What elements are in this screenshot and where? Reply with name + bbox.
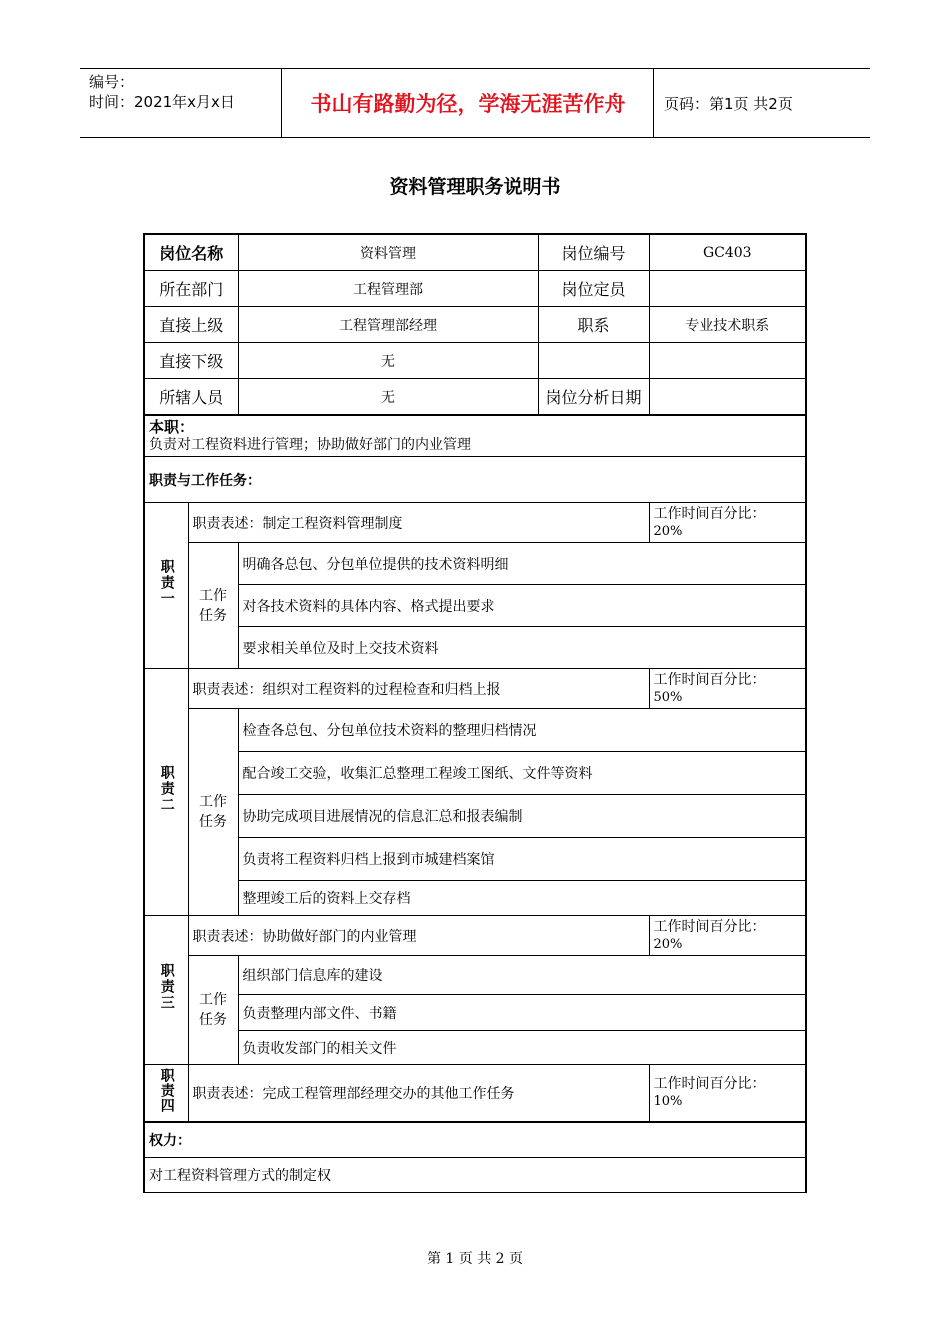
duty-4-desc-row	[144, 1065, 806, 1123]
duty-1-desc-row	[144, 503, 806, 543]
code-label: 编号：	[89, 73, 135, 91]
page-header	[80, 68, 870, 138]
info-row-subordinate	[144, 343, 806, 379]
pct-label: 工作时间百分比：	[653, 1076, 766, 1092]
duty-1-pct-cell	[649, 503, 806, 543]
duty-3-task-row	[144, 956, 806, 995]
duty-head-text: 职责一	[158, 558, 175, 607]
staff-label: 所辖人员	[144, 379, 238, 416]
analysis-date-label: 岗位分析日期	[538, 379, 649, 416]
page-info: 页码：第1页 共2页	[664, 94, 793, 113]
empty-cell	[649, 343, 806, 379]
duty-2-task-row	[144, 709, 806, 752]
authority-row	[144, 1158, 806, 1193]
responsibilities-header-row	[144, 457, 806, 503]
duty-summary-label: 本职：	[149, 418, 195, 436]
duty-1-task-2: 对各技术资料的具体内容、格式提出要求	[238, 585, 806, 627]
duty-1-task-row	[144, 543, 806, 585]
duty-summary-text: 负责对工程资料进行管理；协助做好部门的内业管理	[149, 437, 471, 453]
duty-3-task-1: 组织部门信息库的建设	[238, 956, 806, 995]
duty-1-task-1: 明确各总包、分包单位提供的技术资料明细	[238, 543, 806, 585]
document-title: 资料管理职务说明书	[389, 176, 561, 198]
task-label: 工作任务	[199, 794, 227, 830]
authority-text: 对工程资料管理方式的制定权	[144, 1158, 806, 1193]
duty-1-pct: 20%	[653, 523, 683, 539]
duty-1-desc: 职责表述：制定工程资料管理制度	[188, 503, 649, 543]
duty-3-desc-row	[144, 916, 806, 956]
empty-cell	[538, 343, 649, 379]
duty-2-task-row	[144, 795, 806, 838]
duty-2-task-4: 负责将工程资料归档上报到市城建档案馆	[238, 838, 806, 881]
analysis-date-value	[649, 379, 806, 416]
job-description-table	[143, 233, 807, 1193]
quota-label: 岗位定员	[538, 271, 649, 307]
duty-3-task-row	[144, 995, 806, 1031]
duty-3-task-label	[188, 956, 238, 1065]
post-name-value: 资料管理	[238, 234, 538, 271]
duty-head-text: 职责三	[158, 963, 175, 1011]
pct-label: 工作时间百分比：	[653, 505, 766, 522]
post-code-value: GC403	[649, 234, 806, 271]
pct-label: 工作时间百分比：	[653, 671, 766, 688]
motto: 书山有路勤为径，学海无涯苦作舟	[283, 69, 654, 137]
authority-label: 权力：	[144, 1122, 806, 1158]
duty-head-text: 职责四	[158, 1067, 175, 1113]
duty-1-task-label	[188, 543, 238, 669]
duty-3-task-row	[144, 1031, 806, 1065]
info-row-staff	[144, 379, 806, 416]
duty-4-desc: 职责表述：完成工程管理部经理交办的其他工作任务	[188, 1065, 649, 1123]
duty-1-task-3: 要求相关单位及时上交技术资料	[238, 627, 806, 669]
duty-2-task-5: 整理竣工后的资料上交存档	[238, 881, 806, 916]
series-label: 职系	[538, 307, 649, 343]
duty-1-head	[144, 503, 188, 669]
task-label: 工作任务	[199, 587, 227, 624]
duty-2-task-row	[144, 838, 806, 881]
header-left	[80, 69, 282, 137]
duty-3-head	[144, 916, 188, 1065]
duty-3-desc: 职责表述：协助做好部门的内业管理	[188, 916, 649, 956]
post-code-label: 岗位编号	[538, 234, 649, 271]
duty-2-task-row	[144, 752, 806, 795]
series-value: 专业技术职系	[649, 307, 806, 343]
duty-1-task-row	[144, 585, 806, 627]
task-label: 工作任务	[199, 992, 227, 1028]
duty-2-task-label	[188, 709, 238, 916]
subordinate-value: 无	[238, 343, 538, 379]
superior-value: 工程管理部经理	[238, 307, 538, 343]
dept-value: 工程管理部	[238, 271, 538, 307]
superior-label: 直接上级	[144, 307, 238, 343]
duty-2-task-row	[144, 881, 806, 916]
duty-2-pct: 50%	[653, 689, 683, 705]
authority-header-row	[144, 1122, 806, 1158]
duty-2-desc-row	[144, 669, 806, 709]
subordinate-label: 直接下级	[144, 343, 238, 379]
duty-4-pct-cell	[649, 1065, 806, 1123]
page-footer: 第 1 页 共 2 页	[426, 1251, 524, 1267]
time-label: 时间：2021年x月x日	[89, 93, 235, 111]
duty-2-desc: 职责表述：组织对工程资料的过程检查和归档上报	[188, 669, 649, 709]
duty-3-pct-cell	[649, 916, 806, 956]
responsibilities-label: 职责与工作任务：	[144, 457, 806, 503]
duty-2-pct-cell	[649, 669, 806, 709]
pct-label: 工作时间百分比：	[653, 918, 766, 935]
duty-3-pct: 20%	[653, 936, 683, 952]
duty-head-text: 职责二	[158, 765, 175, 813]
post-name-label: 岗位名称	[144, 234, 238, 271]
duty-summary-row	[144, 415, 806, 457]
info-row-post-name	[144, 234, 806, 271]
duty-2-head	[144, 669, 188, 916]
duty-1-task-row	[144, 627, 806, 669]
info-row-superior	[144, 307, 806, 343]
duty-summary-cell	[144, 415, 806, 457]
dept-label: 所在部门	[144, 271, 238, 307]
duty-3-task-2: 负责整理内部文件、书籍	[238, 995, 806, 1031]
info-row-dept	[144, 271, 806, 307]
duty-4-pct: 10%	[653, 1094, 683, 1109]
duty-4-head	[144, 1065, 188, 1123]
staff-value: 无	[238, 379, 538, 416]
duty-3-task-3: 负责收发部门的相关文件	[238, 1031, 806, 1065]
duty-2-task-3: 协助完成项目进展情况的信息汇总和报表编制	[238, 795, 806, 838]
duty-2-task-2: 配合竣工交验，收集汇总整理工程竣工图纸、文件等资料	[238, 752, 806, 795]
quota-value	[649, 271, 806, 307]
duty-2-task-1: 检查各总包、分包单位技术资料的整理归档情况	[238, 709, 806, 752]
